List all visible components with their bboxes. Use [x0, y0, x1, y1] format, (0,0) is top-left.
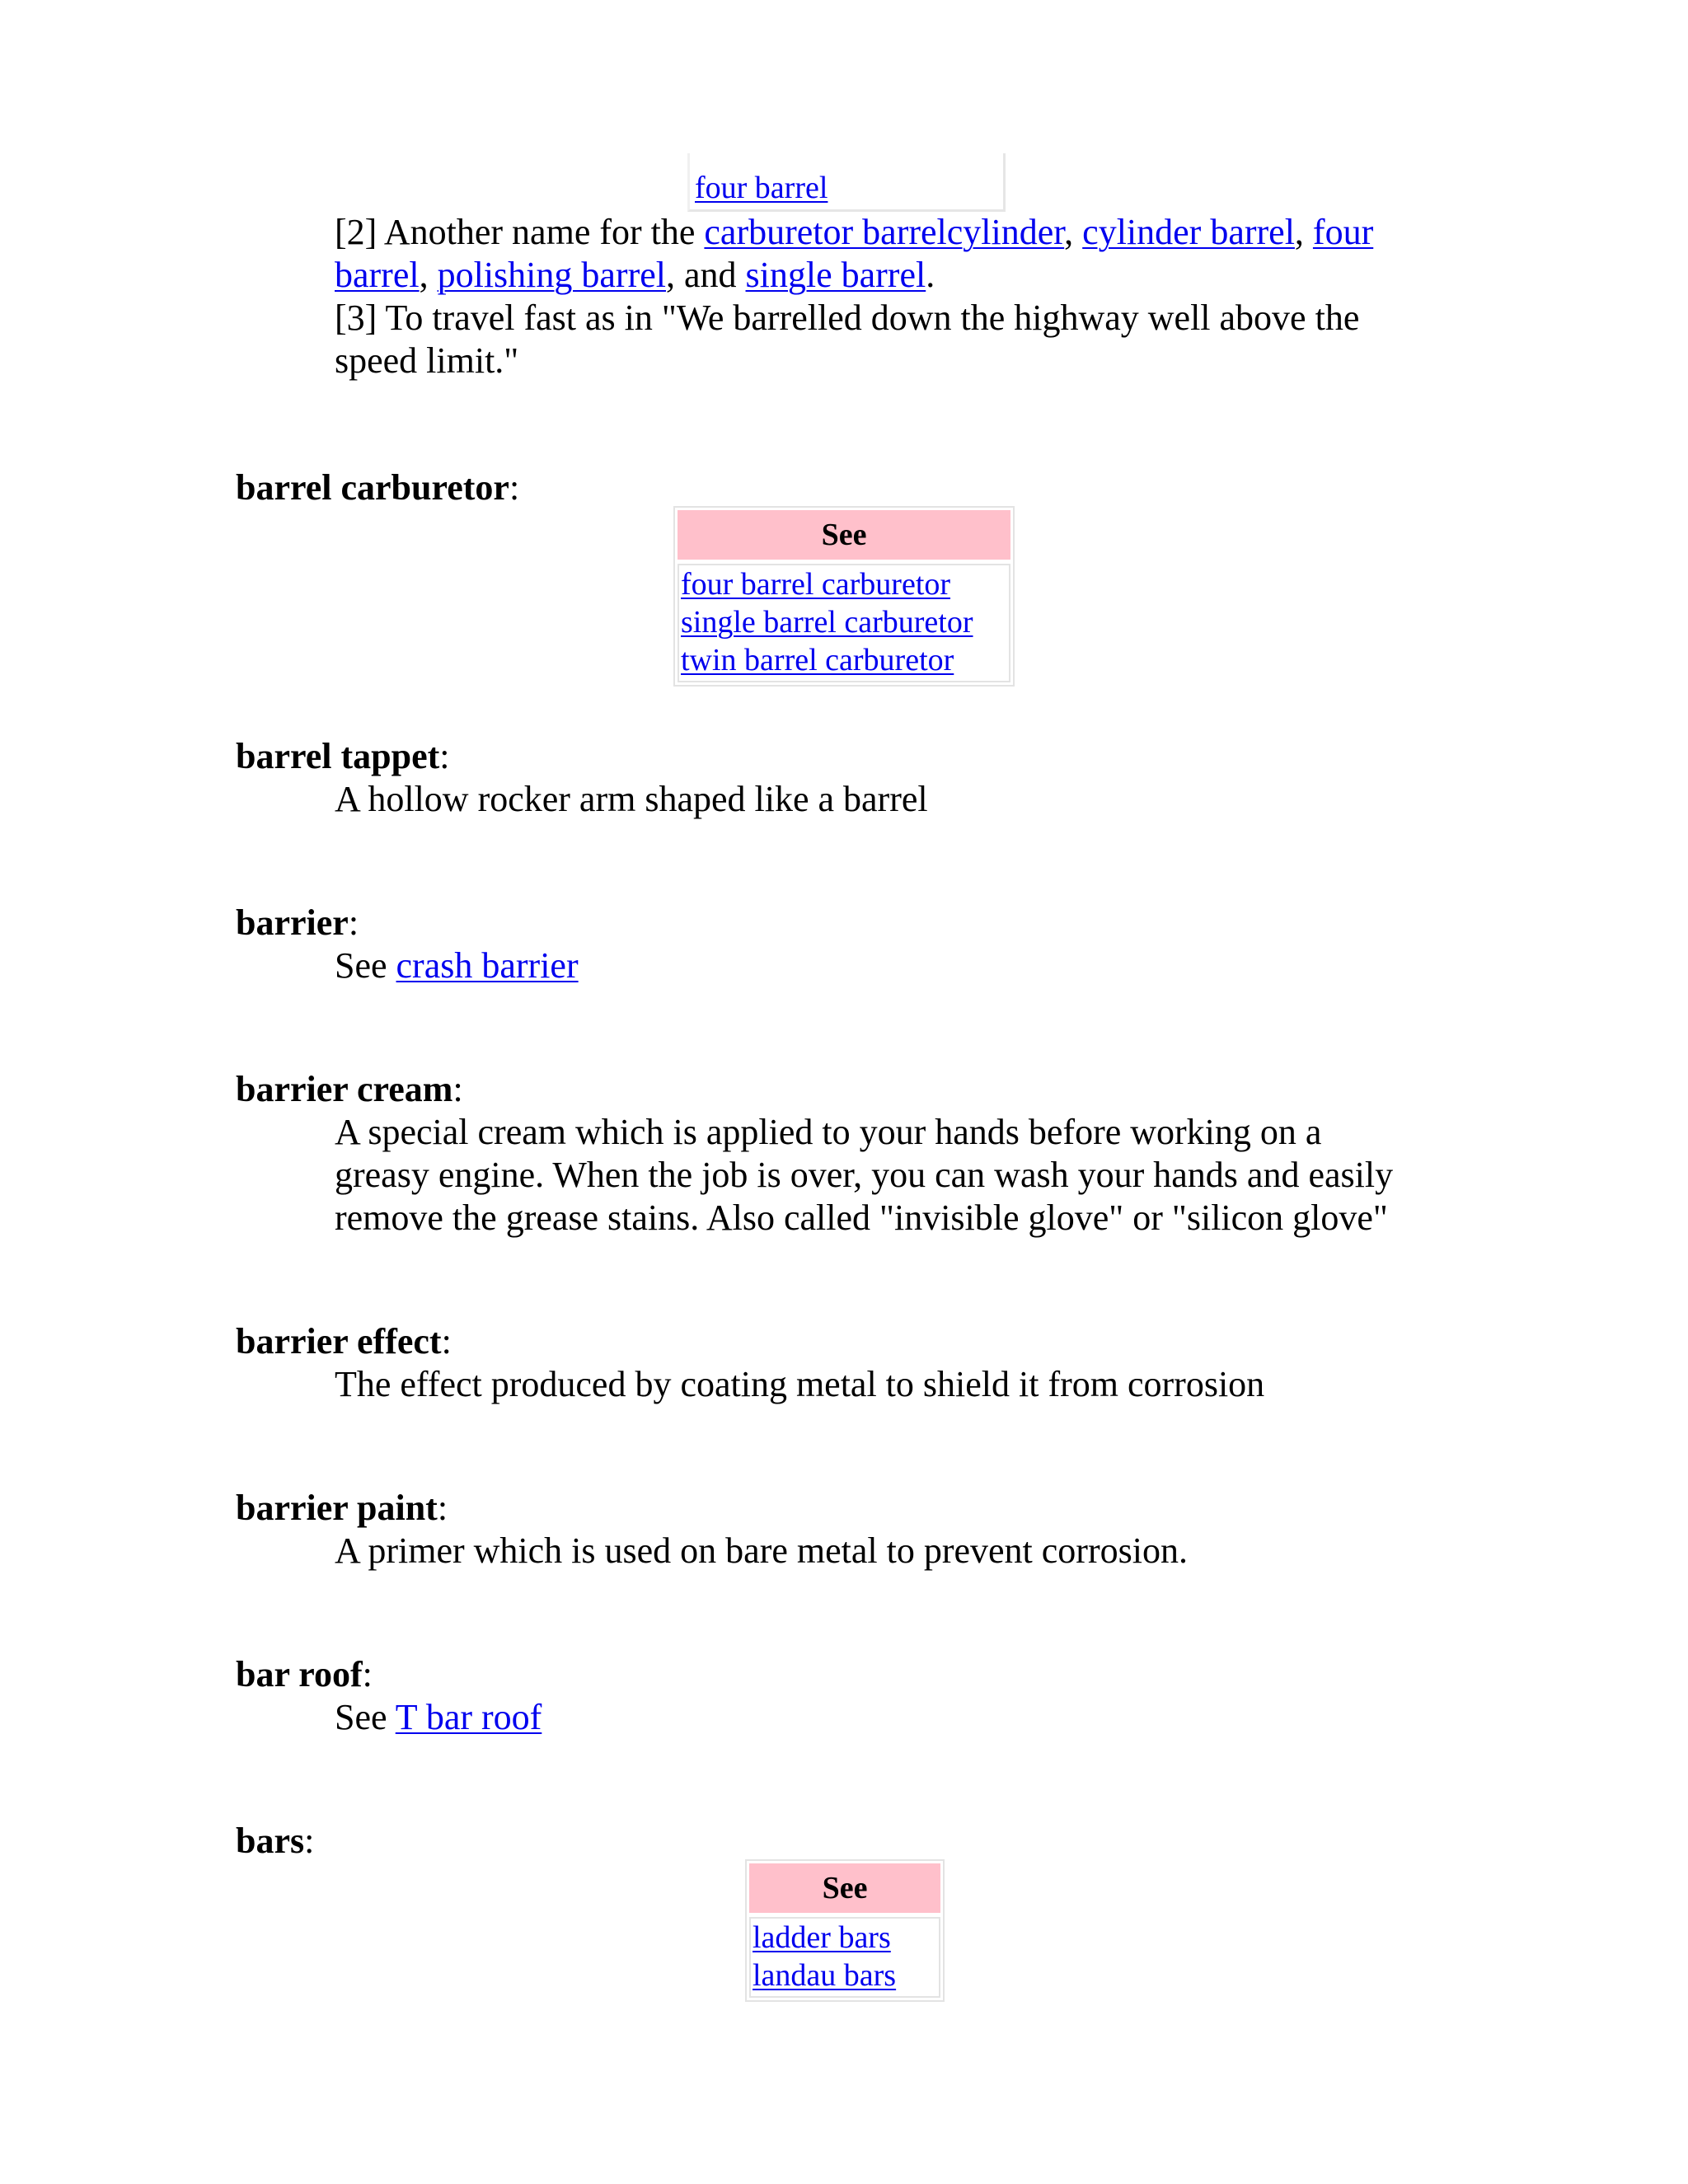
- link-ladder-bars[interactable]: ladder bars: [753, 1920, 891, 1955]
- link-four-barrel[interactable]: four barrel: [695, 171, 828, 205]
- definition-bar-roof: See T bar roof: [335, 1697, 542, 1737]
- definition-barrier-cream: A special cream which is applied to your hands before working on a greasy engine. When the job is over, you can wash your hands and easily remove the grease stains. Also called "invisible glove" or "silicon glove": [335, 1112, 1394, 1238]
- link-crash-barrier[interactable]: crash barrier: [396, 945, 579, 986]
- term-bar-roof: bar roof:: [236, 1654, 373, 1694]
- see-table-four-barrel: [687, 153, 1006, 212]
- link-four-barrel-carburetor[interactable]: four barrel carburetor: [681, 567, 951, 602]
- link-single-barrel-carburetor[interactable]: single barrel carburetor: [681, 605, 973, 640]
- see-table-links: [678, 564, 1010, 682]
- see-table-links: [749, 1917, 940, 1998]
- link-four-barrel-inline-cont[interactable]: barrel: [335, 255, 420, 295]
- barrel-definition-3: [3] To travel fast as in "We barrelled down the highway well above the speed limit.": [335, 298, 1360, 381]
- term-barrel-tappet: barrel tappet:: [236, 736, 450, 776]
- barrel-definition-2: [2] Another name for the carburetor barrelcylinder, cylinder barrel, four barrel, polishing barrel, and single barrel.: [335, 212, 1374, 295]
- term-barrier-paint: barrier paint:: [236, 1488, 448, 1528]
- definition-barrel-tappet: A hollow rocker arm shaped like a barrel: [335, 779, 928, 819]
- link-twin-barrel-carburetor[interactable]: twin barrel carburetor: [681, 643, 954, 677]
- term-bars: bars:: [236, 1821, 315, 1861]
- see-table-header: See: [678, 510, 1010, 560]
- definition-barrier: See crash barrier: [335, 945, 579, 986]
- term-barrier-effect: barrier effect:: [236, 1321, 452, 1361]
- term-barrier-cream: barrier cream:: [236, 1069, 463, 1109]
- link-landau-bars[interactable]: landau bars: [753, 1958, 897, 1993]
- definition-barrier-paint: A primer which is used on bare metal to prevent corrosion.: [335, 1530, 1188, 1571]
- term-barrier: barrier:: [236, 902, 359, 943]
- link-single-barrel[interactable]: single barrel: [745, 255, 926, 295]
- see-table-header: See: [749, 1863, 940, 1913]
- link-polishing-barrel[interactable]: polishing barrel: [437, 255, 666, 295]
- link-four-barrel-inline[interactable]: four: [1312, 212, 1374, 252]
- link-t-bar-roof[interactable]: T bar roof: [395, 1697, 542, 1737]
- see-table-bars: [745, 1859, 945, 2002]
- link-carburetor-barrel-cylinder[interactable]: carburetor barrelcylinder: [704, 212, 1065, 252]
- definition-barrier-effect: The effect produced by coating metal to shield it from corrosion: [335, 1364, 1265, 1404]
- link-cylinder-barrel[interactable]: cylinder barrel: [1082, 212, 1295, 252]
- see-table-barrel-carburetor: [673, 506, 1015, 687]
- term-barrel-carburetor: barrel carburetor:: [236, 467, 520, 508]
